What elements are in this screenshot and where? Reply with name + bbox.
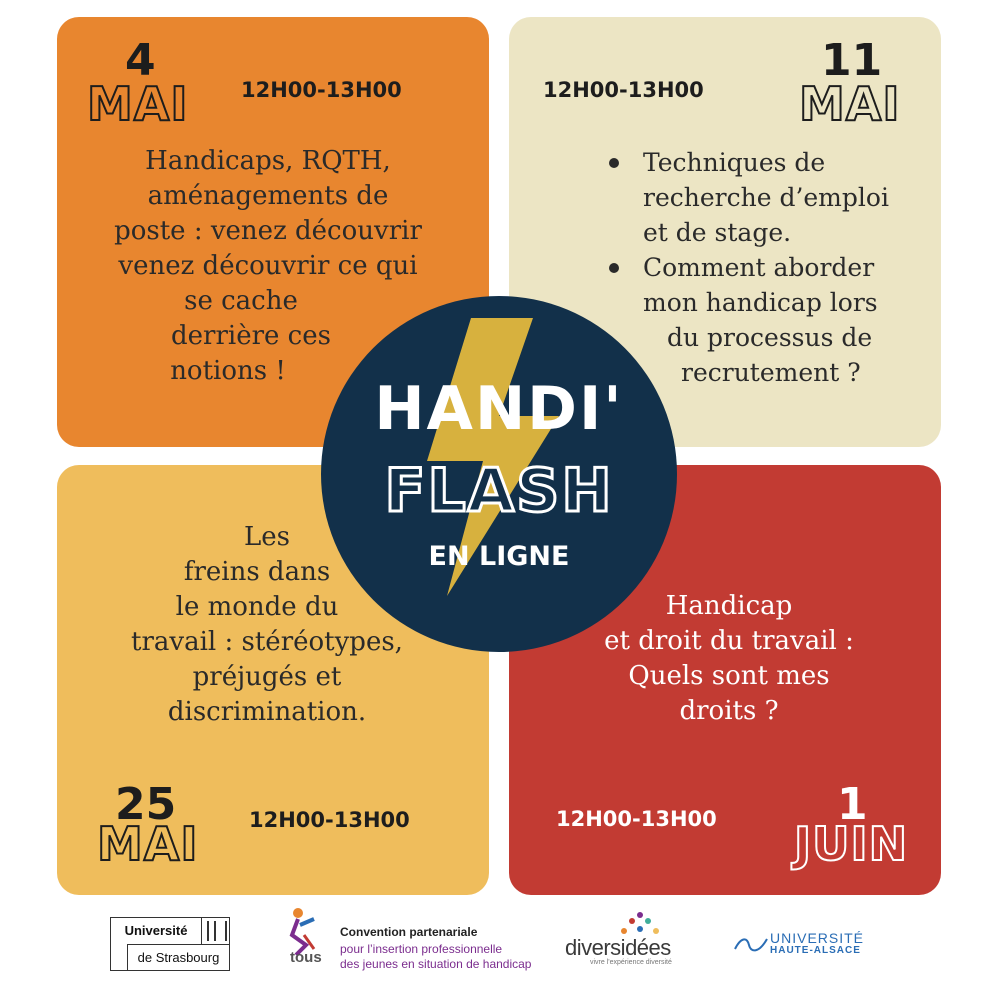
logo-line-en-ligne: EN LIGNE xyxy=(428,541,570,572)
tous-logo-text: tous xyxy=(290,949,322,966)
unistra-top-text: Université xyxy=(111,918,202,944)
description-line: travail : stéréotypes, xyxy=(131,627,403,657)
description-line: aménagements de xyxy=(147,181,389,211)
universite-strasbourg-logo xyxy=(110,917,230,971)
session-month: MAI xyxy=(87,77,189,131)
description-line: Les xyxy=(244,522,290,552)
session-month: MAI xyxy=(799,77,901,131)
bullet-icon xyxy=(609,263,619,273)
session-time: 12H00-13H00 xyxy=(543,78,704,102)
session-month: JUIN xyxy=(794,817,909,871)
handi-flash-logo xyxy=(321,296,677,652)
session-time: 12H00-13H00 xyxy=(241,78,402,102)
description-line: poste : venez découvrir xyxy=(114,216,422,246)
description-line: notions ! xyxy=(170,356,286,386)
description-line: droits ? xyxy=(679,696,779,726)
description-line: préjugés et xyxy=(192,662,342,692)
logo-line-handi: HANDI' xyxy=(374,374,624,444)
diversidees-tagline: vivre l'expérience diversité xyxy=(590,959,672,966)
session-day: 1 xyxy=(837,779,868,830)
convention-line-2: des jeunes en situation de handicap xyxy=(340,957,532,971)
topic-line: Techniques de xyxy=(643,148,826,177)
logo-line-flash: FLASH xyxy=(384,456,614,526)
bullet-icon xyxy=(609,158,619,168)
unistra-bottom-text: de Strasbourg xyxy=(127,944,229,971)
topic-line: Comment aborder xyxy=(643,253,875,282)
convention-line-1: pour l’insertion professionnelle xyxy=(340,942,503,956)
topic-line: recherche d’emploi xyxy=(643,183,889,212)
session-time: 12H00-13H00 xyxy=(556,807,717,831)
description-line: se cache xyxy=(184,286,298,316)
topic-line: du processus de xyxy=(667,323,873,352)
session-time: 12H00-13H00 xyxy=(249,808,410,832)
topic-line: mon handicap lors xyxy=(643,288,878,317)
description-line: Quels sont mes xyxy=(628,661,830,691)
topic-item xyxy=(609,145,939,250)
session-month: MAI xyxy=(97,817,199,871)
diversidees-logo-text: diversidées xyxy=(565,935,671,960)
description-line: venez découvrir ce qui xyxy=(118,251,418,281)
description-line: discrimination. xyxy=(167,697,367,727)
description-line: et droit du travail : xyxy=(604,626,854,656)
description-line: Handicap xyxy=(665,591,793,621)
convention-title: Convention partenariale xyxy=(340,925,478,939)
description-line: freins dans xyxy=(183,557,331,587)
uha-mark-icon xyxy=(733,933,769,955)
session-day: 4 xyxy=(125,35,156,86)
uha-logo-bottom: HAUTE-ALSACE xyxy=(770,945,861,956)
session-day: 11 xyxy=(821,35,883,86)
session-day: 25 xyxy=(115,779,177,830)
unistra-bars-icon xyxy=(207,921,227,941)
topic-line: recrutement ? xyxy=(681,358,861,387)
description-line: Handicaps, RQTH, xyxy=(145,146,391,176)
description-line: derrière ces xyxy=(171,321,331,351)
uha-logo-top: UNIVERSITÉ xyxy=(770,930,865,946)
description-line: le monde du xyxy=(175,592,339,622)
topic-line: et de stage. xyxy=(643,218,792,247)
partner-logos xyxy=(0,905,992,988)
